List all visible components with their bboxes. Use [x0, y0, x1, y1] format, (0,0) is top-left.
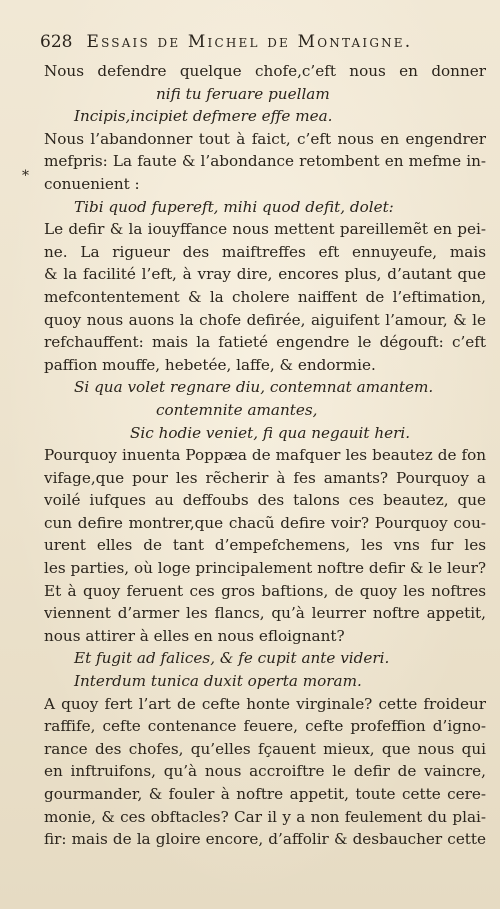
- body-text: [44, 60, 486, 851]
- text-line: fir: mais de la gloire encore, d’affolir & desbaucher cette: [44, 830, 486, 849]
- text-line: paffion mouffe, hebetée, laffe, & endormie.: [44, 355, 376, 374]
- verse-line: Tibi quod fupereft, mihi quod defit, dolet:: [74, 197, 394, 216]
- text-line: rance des chofes, qu’elles fçauent mieux, que nous qui: [44, 739, 486, 758]
- verse-line: Incipis,incipiet defmere effe mea.: [74, 107, 333, 126]
- running-title: Essais de Michel de Montaigne.: [86, 32, 413, 52]
- text-line: gourmander, & fouler à noftre appetit, toute cette cere-: [44, 785, 486, 803]
- text-line: mefpris: La faute & l’abondance retombent en mefme in-: [44, 152, 486, 171]
- text-line: raffife, cefte contenance feuere, cefte profeffion d’igno-: [44, 717, 486, 736]
- text-line: nous attirer à elles en nous efloignant?: [44, 626, 345, 645]
- text-line: viennent d’armer les flancs, qu’à leurrer noftre appetit,: [44, 604, 486, 623]
- text-line: quoy nous auons la chofe defirée, aiguifent l’amour, & le: [44, 310, 486, 329]
- text-line: urent elles de tant d’empefchemens, les vns fur les: [44, 536, 486, 555]
- text-line: conuenient :: [44, 174, 140, 193]
- text-line: mefcontentement & la cholere naiffent de l’eftimation,: [44, 287, 486, 306]
- text-line: Nous defendre quelque chofe,c’eft nous en donner: [44, 62, 486, 80]
- verse-line: Interdum tunica duxit operta moram.: [74, 672, 362, 691]
- verse-line: Si qua volet regnare diu, contemnat amantem.: [74, 378, 434, 397]
- text-line: les parties, où loge principalement noftre defir & le leur?: [44, 559, 486, 578]
- verse-line: Et fugit ad falices, & fe cupit ante videri.: [74, 649, 390, 668]
- page-header: [40, 32, 470, 58]
- text-line: voilé iufques au deffoubs des talons ces beautez, que: [44, 491, 486, 510]
- text-line: Le defir & la iouyffance nous mettent pareillemẽt en pei-: [44, 220, 486, 239]
- margin-asterisk: *: [22, 168, 29, 184]
- text-line: & la facilité l’eft, à vray dire, encores plus, d’autant que: [44, 265, 486, 284]
- text-line: en inftruifons, qu’à nous accroiftre le defir de vaincre,: [44, 762, 486, 781]
- text-line: A quoy fert l’art de cefte honte virginale? cette froideur: [44, 694, 486, 713]
- text-line: monie, & ces obftacles? Car il y a non feulement du plai-: [44, 807, 486, 826]
- text-line: ne. La rigueur des maiftreffes eft ennuyeufe, mais: [44, 242, 486, 261]
- text-line: vifage,que pour les rẽcherir à fes amants? Pourquoy a: [44, 468, 486, 487]
- verse-line: nifi tu feruare puellam: [156, 84, 330, 103]
- text-line: cun defire montrer,que chacũ defire voir? Pourquoy cou-: [44, 513, 486, 532]
- page-number: 628: [40, 32, 73, 52]
- text-line: Pourquoy inuenta Poppæa de mafquer les beautez de fon: [44, 446, 486, 465]
- text-line: Nous l’abandonner tout à faict, c’eft nous en engendrer: [44, 129, 486, 148]
- text-line: refchauffent: mais la fatieté engendre le dégouft: c’eft: [44, 333, 486, 352]
- text-line: Et à quoy feruent ces gros baftions, de quoy les noftres: [44, 581, 486, 600]
- verse-line: contemnite amantes,: [156, 400, 318, 419]
- verse-line: Sic hodie veniet, fi qua negauit heri.: [130, 423, 411, 442]
